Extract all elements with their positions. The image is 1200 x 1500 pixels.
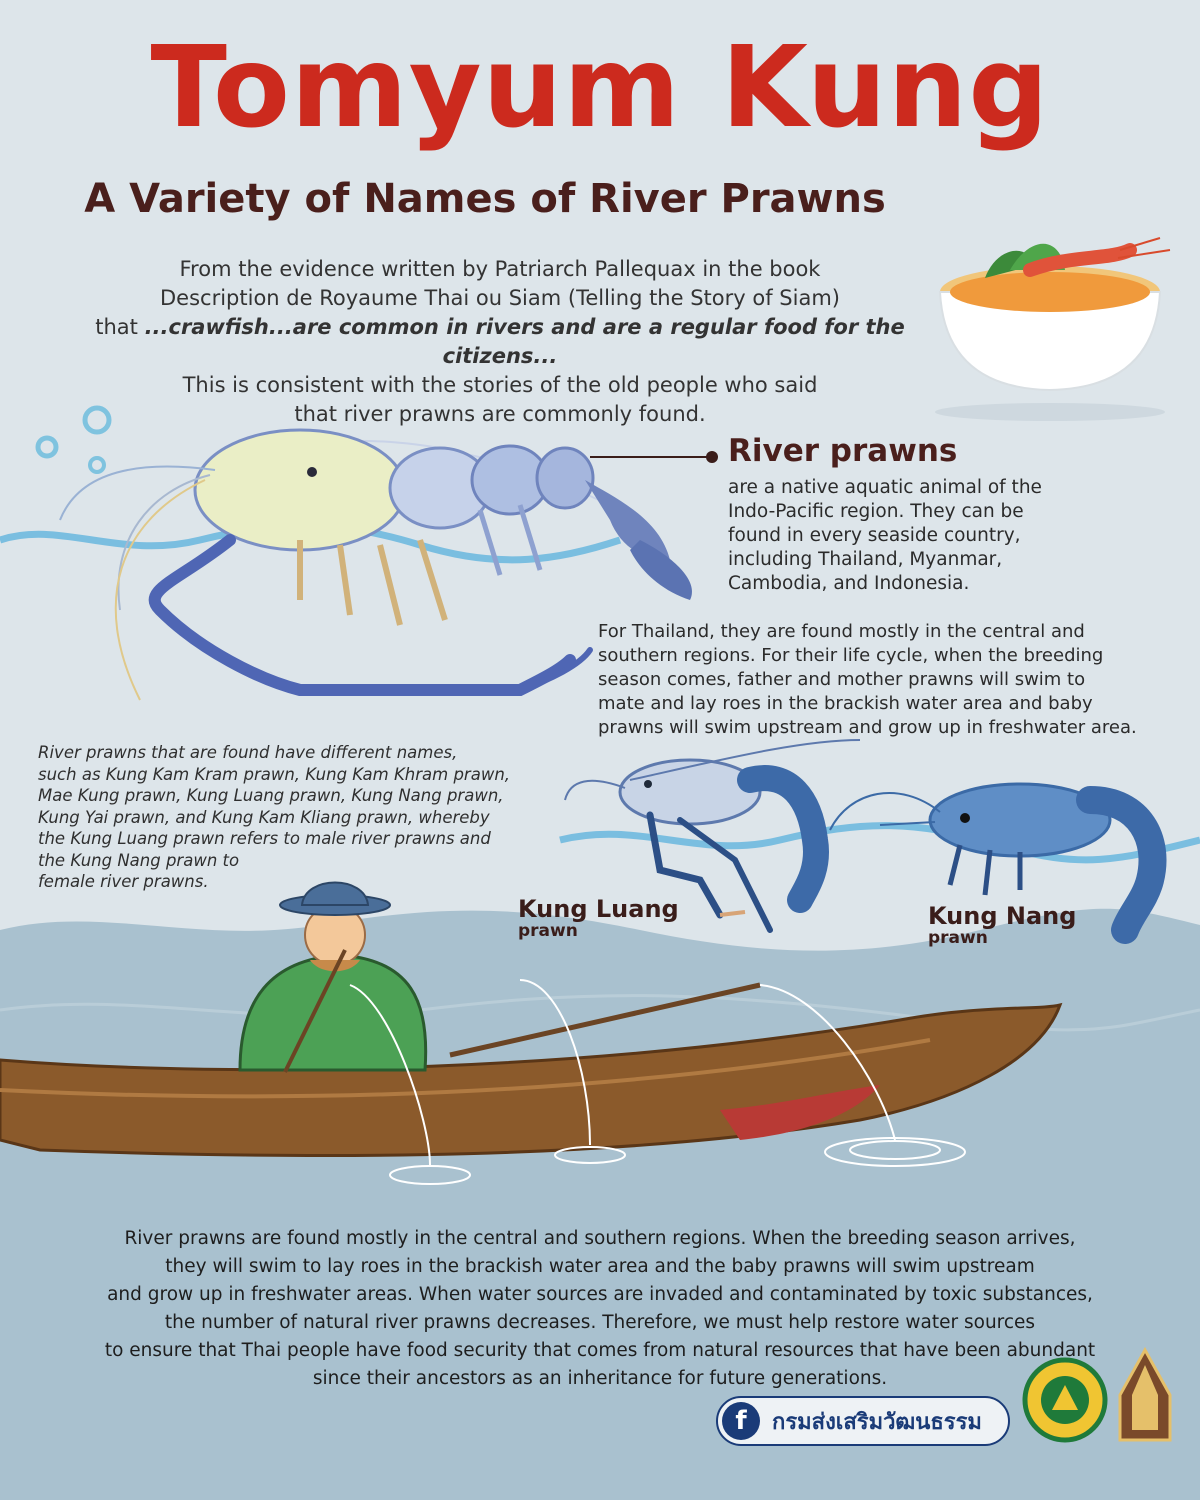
paragraph-line: the Kung Nang prawn to — [38, 850, 240, 870]
intro-line: Description de Royaume Thai ou Siam (Telling the Story of Siam) — [160, 286, 840, 310]
river-prawns-description — [728, 476, 1088, 596]
description-line: found in every seaside country, — [728, 525, 1021, 546]
conservation-paragraph — [40, 1225, 1160, 1393]
facebook-page-link[interactable] — [716, 1396, 1010, 1446]
intro-quote: ...crawfish...are common in rivers and are a regular food for the citizens... — [144, 315, 905, 368]
kung-luang-name: Kung Luang — [518, 895, 679, 923]
intro-line: From the evidence written by Patriarch Pallequax in the book — [179, 257, 821, 281]
facebook-page-name: กรมส่งเสริมวัฒนธรรม — [772, 1409, 982, 1435]
facebook-icon: f — [722, 1402, 760, 1440]
kung-nang-sub: prawn — [928, 928, 988, 948]
paragraph-line: River prawns are found mostly in the central and southern regions. When the breeding season arrives, — [124, 1228, 1076, 1249]
paragraph-line: season comes, father and mother prawns will swim to — [598, 669, 1086, 690]
paragraph-line: For Thailand, they are found mostly in the central and — [598, 621, 1085, 642]
tomyum-bowl-illustration — [935, 238, 1170, 421]
paragraph-line: female river prawns. — [38, 872, 209, 891]
kung-nang-name: Kung Nang — [928, 902, 1077, 930]
paragraph-line: River prawns that are found have different names, — [38, 743, 458, 762]
intro-line: This is consistent with the stories of the old people who said — [182, 373, 818, 397]
page-title: Tomyum Kung — [150, 23, 1050, 153]
intro-line-prefix: that — [95, 315, 145, 339]
description-line: Cambodia, and Indonesia. — [728, 573, 970, 594]
paragraph-line: prawns will swim upstream and grow up in freshwater area. — [598, 717, 1137, 738]
description-line: Indo-Pacific region. They can be — [728, 501, 1024, 522]
callout-line — [590, 456, 708, 458]
paragraph-line: they will swim to lay roes in the brackish water area and the baby prawns will swim upstream — [165, 1256, 1035, 1277]
thailand-life-cycle-paragraph — [598, 620, 1198, 740]
page-subtitle: A Variety of Names of River Prawns — [84, 176, 886, 222]
paragraph-line: since their ancestors as an inheritance for future generations. — [312, 1368, 888, 1389]
description-line: are a native aquatic animal of the — [728, 477, 1042, 498]
paragraph-line: southern regions. For their life cycle, when the breeding — [598, 645, 1104, 666]
kung-nang-label — [928, 903, 1076, 947]
paragraph-line: the Kung Luang prawn refers to male river prawns and — [38, 829, 491, 848]
callout-dot — [706, 451, 718, 463]
paragraph-line: the number of natural river prawns decreases. Therefore, we must help restore water sources — [164, 1312, 1036, 1333]
paragraph-line: and grow up in freshwater areas. When water sources are invaded and contaminated by toxic substances, — [107, 1284, 1093, 1305]
intro-paragraph — [60, 255, 940, 429]
intro-quote-line — [60, 313, 940, 371]
intro-line: that river prawns are commonly found. — [294, 402, 706, 426]
prawn-names-paragraph — [38, 742, 558, 893]
paragraph-line: to ensure that Thai people have food security that comes from natural resources that have been abundant — [104, 1340, 1096, 1361]
kung-luang-sub: prawn — [518, 921, 578, 941]
description-line: including Thailand, Myanmar, — [728, 549, 1003, 570]
paragraph-line: such as Kung Kam Kram prawn, Kung Kam Khram prawn, — [38, 764, 511, 784]
paragraph-line: mate and lay roes in the brackish water area and baby — [598, 693, 1093, 714]
paragraph-line: Mae Kung prawn, Kung Luang prawn, Kung Nang prawn, — [38, 786, 504, 805]
kung-luang-label — [518, 896, 679, 940]
river-prawns-heading: River prawns — [728, 433, 958, 469]
paragraph-line: Kung Yai prawn, and Kung Kam Kliang prawn, whereby — [38, 807, 490, 827]
